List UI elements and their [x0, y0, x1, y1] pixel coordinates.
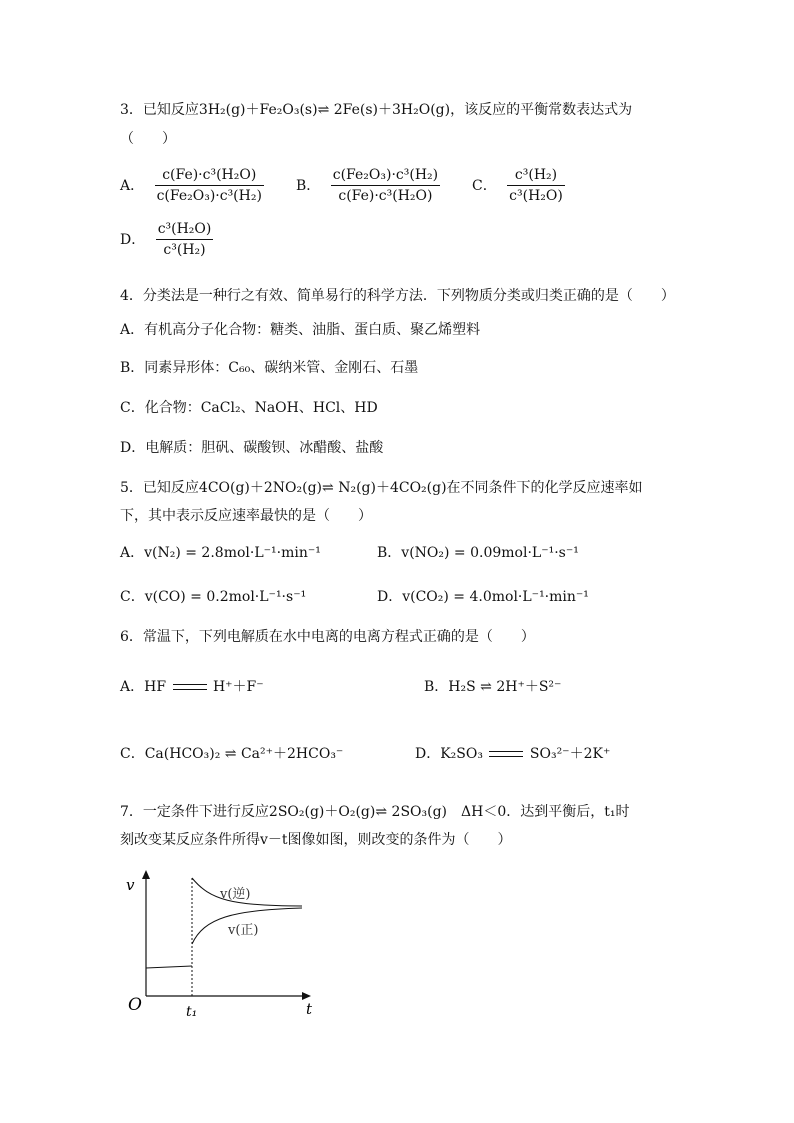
q6-option-b[interactable]: B．H₂S ⇌ 2H⁺＋S²⁻ [424, 679, 562, 695]
q3-option-a-label: A． [120, 177, 145, 194]
q4-option-c[interactable]: C．化合物：CaCl₂、NaOH、HCl、HD [120, 400, 378, 416]
q5-option-d[interactable]: D．v(CO₂) = 4.0mol·L⁻¹·min⁻¹ [377, 589, 589, 605]
q4-option-b[interactable]: B．同素异形体：C₆₀、碳纳米管、金刚石、石墨 [120, 360, 419, 376]
q3-option-c[interactable] [472, 166, 565, 205]
q4-stem: 4．分类法是一种行之有效、简单易行的科学方法．下列物质分类或归类正确的是（ ） [120, 288, 675, 304]
q3-option-c-label: C． [472, 177, 497, 194]
q5-option-c[interactable]: C．v(CO) = 0.2mol·L⁻¹·s⁻¹ [120, 589, 307, 605]
q6-stem: 6．常温下，下列电解质在水中电离的电离方程式正确的是（ ） [120, 629, 535, 645]
q6-option-a-products: H⁺＋F⁻ [212, 679, 264, 695]
q3-option-a[interactable] [120, 166, 264, 205]
q3-option-b-label: B． [296, 177, 321, 194]
q4-option-a[interactable]: A．有机高分子化合物：糖类、油脂、蛋白质、聚乙烯塑料 [120, 322, 481, 338]
q7-stem-line1: 7．一定条件下进行反应2SO₂(g)＋O₂(g)⇌ 2SO₃(g) ΔH＜0．达到平衡后，t₁时 [120, 804, 630, 820]
q3-blank: （ ） [120, 131, 176, 147]
q3-option-a-denominator: c(Fe₂O₃)·c³(H₂) [156, 188, 262, 204]
q5-stem-line2: 下，其中表示反应速率最快的是（ ） [120, 508, 372, 524]
q3-option-d-label: D． [120, 231, 146, 248]
q3-option-c-fraction [507, 166, 565, 205]
q7-stem-line2: 刻改变某反应条件所得v－t图像如图，则改变的条件为（ ） [120, 832, 512, 848]
q3-option-c-denominator: c³(H₂O) [509, 188, 563, 204]
q3-option-b-denominator: c(Fe)·c³(H₂O) [338, 188, 433, 204]
y-axis-label: v [126, 876, 135, 894]
q6-option-a-label: A．HF [120, 679, 167, 695]
q3-option-d[interactable] [120, 220, 213, 259]
initial-rate-line [146, 966, 192, 968]
q3-option-b[interactable] [296, 166, 440, 205]
q4-option-d[interactable]: D．电解质：胆矾、碳酸钡、冰醋酸、盐酸 [120, 440, 384, 456]
origin-label: O [128, 995, 142, 1015]
q3-stem: 3．已知反应3H₂(g)＋Fe₂O₃(s)⇌ 2Fe(s)＋3H₂O(g)，该反应的平衡常数表达式为 [120, 102, 633, 118]
q3-option-a-fraction [155, 166, 264, 205]
reverse-rate-label: v(逆) [220, 887, 251, 902]
x-axis-arrow-icon [302, 992, 311, 1000]
q6-option-c[interactable]: C．Ca(HCO₃)₂ ⇌ Ca²⁺＋2HCO₃⁻ [120, 746, 344, 762]
equal-sign-icon [173, 684, 207, 690]
equal-sign-icon [489, 751, 523, 757]
v-t-graph [120, 868, 320, 1018]
q5-option-a[interactable]: A．v(N₂) = 2.8mol·L⁻¹·min⁻¹ [120, 545, 321, 561]
q3-option-b-fraction [331, 166, 440, 205]
t1-label: t₁ [186, 1004, 198, 1018]
q3-option-a-numerator: c(Fe)·c³(H₂O) [155, 166, 264, 186]
forward-rate-label: v(正) [228, 923, 259, 938]
x-axis-label: t [306, 1000, 313, 1018]
q6-option-d[interactable] [415, 743, 610, 765]
q3-option-d-denominator: c³(H₂) [163, 242, 206, 258]
q6-option-d-label: D．K₂SO₃ [415, 746, 483, 762]
q5-stem-line1: 5．已知反应4CO(g)＋2NO₂(g)⇌ N₂(g)＋4CO₂(g)在不同条件下的化学反应速率如 [120, 480, 643, 496]
q3-option-b-numerator: c(Fe₂O₃)·c³(H₂) [331, 166, 440, 186]
q5-option-b[interactable]: B．v(NO₂) = 0.09mol·L⁻¹·s⁻¹ [377, 545, 579, 561]
q3-option-d-numerator: c³(H₂O) [156, 220, 214, 240]
q3-option-d-fraction [156, 220, 214, 259]
q3-option-c-numerator: c³(H₂) [507, 166, 565, 186]
q6-option-d-products: SO₃²⁻＋2K⁺ [529, 746, 611, 762]
y-axis-arrow-icon [142, 870, 150, 879]
q6-option-a[interactable] [120, 676, 264, 698]
